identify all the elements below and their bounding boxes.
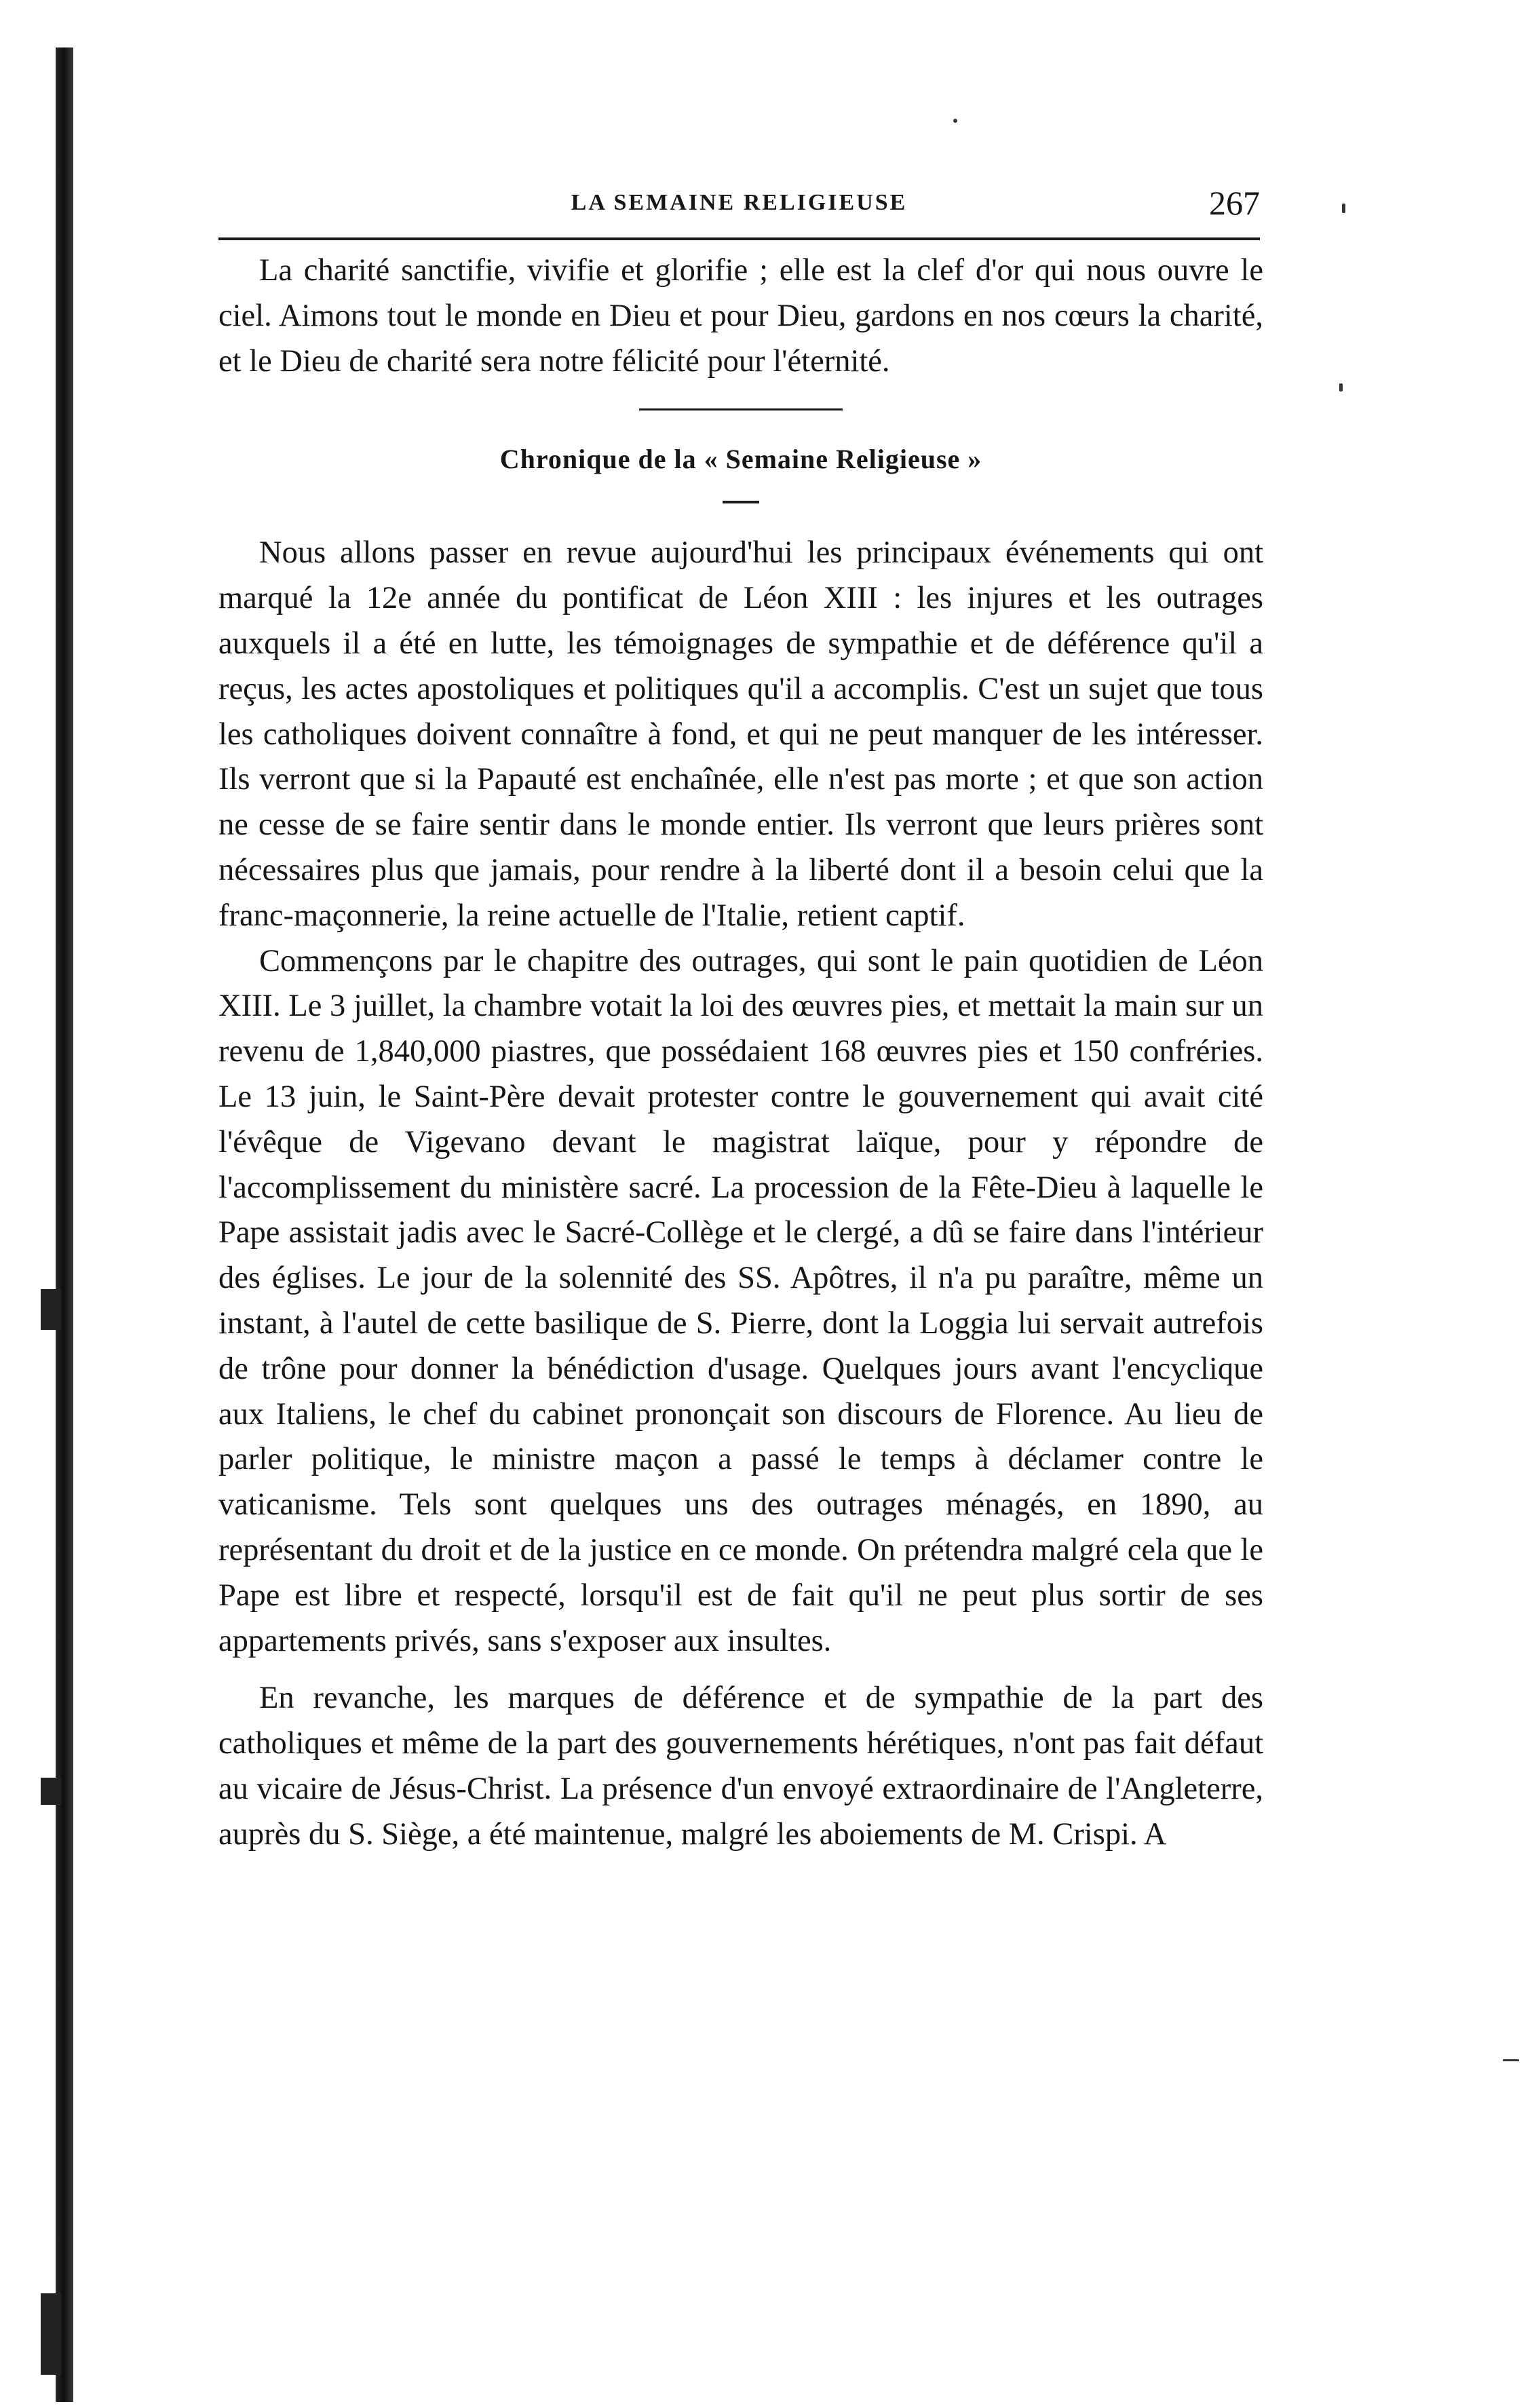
page-number: 267	[1209, 184, 1260, 222]
scan-speck	[1342, 204, 1345, 213]
section-body	[218, 531, 1263, 1857]
running-header	[218, 183, 1260, 240]
body-paragraph: Commençons par le chapitre des outrages, qui sont le pain quotidien de Léon XIII. Le 3 juillet, la chambre votait la loi des œuvres pies, et mettait la main sur un revenu de 1,840,000 piastres, que possédaient 168 œuvres pies et 150 confréries. Le 13 juin, le Saint-Père devait protester contre le gouvernement qui avait cité l'évêque de Vigevano devant le magistrat laïque, pour y répondre de l'accomplissement du ministère sacré. La procession de la Fête-Dieu à laquelle le Pape assistait jadis avec le Sacré-Collège et le clergé, a dû se faire dans l'intérieur des églises. Le jour de la solennité des SS. Apôtres, il n'a pu paraître, même un instant, à l'autel de cette basilique de S. Pierre, dont la Loggia lui servait autrefois de trône pour donner la bénédiction d'usage. Quelques jours avant l'encyclique aux Italiens, le chef du cabinet prononçait son discours de Florence. Au lieu de parler politique, le ministre maçon a passé le temps à déclamer contre le vaticanisme. Tels sont quelques uns des outrages ménagés, en 1890, au représentant du droit et de la justice en ce monde. On prétendra malgré cela que le Pape est libre et respecté, lorsqu'il est de fait qu'il ne peut plus sortir de ses appartements privés, sans s'exposer aux insultes.	[218, 943, 1263, 1658]
section-divider	[639, 408, 843, 410]
body-paragraph: En revanche, les marques de déférence et de sympathie de la part des catholiques et même de la part des gouvernements hérétiques, n'ont pas fait défaut au vicaire de Jésus-Christ. La présence d'un envoyé extraordinaire de l'Angleterre, auprès du S. Siège, a été maintenue, malgré les aboiements de M. Crispi. A	[218, 1681, 1263, 1852]
document-page	[218, 183, 1263, 1858]
running-title: LA SEMAINE RELIGIEUSE	[571, 190, 908, 215]
scan-binding-notch	[41, 1778, 61, 1805]
scan-speck	[953, 119, 957, 123]
title-rule	[723, 501, 759, 503]
scan-binding-notch	[41, 1289, 61, 1330]
intro-paragraph: La charité sanctifie, vivifie et glorifie ; elle est la clef d'or qui nous ouvre le ciel. Aimons tout le monde en Dieu et pour Dieu, gardons en nos cœurs la charité, et le Dieu de charité sera notre félicité pour l'éternité.	[218, 253, 1263, 379]
scan-binding-notch	[41, 2293, 61, 2375]
body-paragraph: Nous allons passer en revue aujourd'hui les principaux événements qui ont marqué la 12e année du pontificat de Léon XIII : les injures et les outrages auxquels il a été en lutte, les témoignages de sympathie et de déférence qu'il a reçus, les actes apostoliques et politiques qu'il a accomplis. C'est un sujet que tous les catholiques doivent connaître à fond, et qui ne peut manquer de les intéresser. Ils verront que si la Papauté est enchaînée, elle n'est pas morte ; et que son action ne cesse de se faire sentir dans le monde entier. Ils verront que leurs prières sont nécessaires plus que jamais, pour rendre à la liberté dont il a besoin celui que la franc-maçonnerie, la reine actuelle de l'Italie, retient captif.	[218, 535, 1263, 933]
scan-speck	[1339, 383, 1343, 391]
scan-binding-edge	[56, 47, 73, 2402]
scan-speck	[1503, 2059, 1519, 2061]
section-title: Chronique de la « Semaine Religieuse »	[499, 444, 982, 475]
